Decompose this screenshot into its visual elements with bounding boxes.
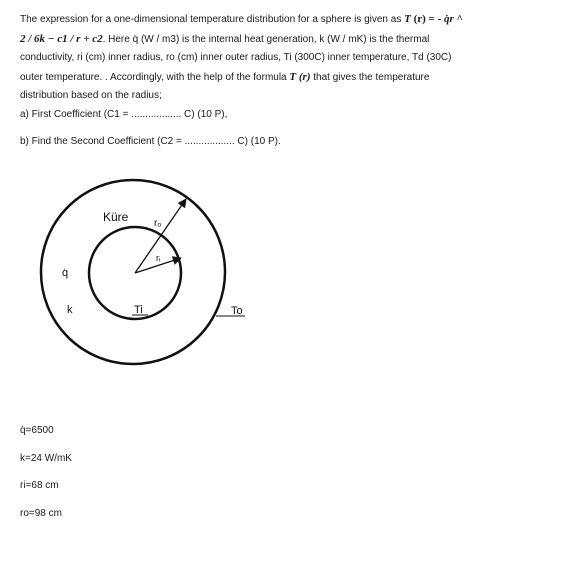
formula-q: q̇r ^ — [443, 13, 463, 25]
ro-arrow — [135, 199, 186, 273]
line4-text: outer temperature. . Accordingly, with the help of the formula — [20, 71, 290, 83]
qdot-label: q̇ — [62, 267, 69, 279]
question-a: a) First Coefficient (C1 = .................. C) (10 P), — [20, 109, 228, 120]
given-ri: ri=68 cm — [20, 480, 59, 491]
ri-label: rᵢ — [156, 253, 161, 263]
formula-line2: 2 / 6k − c1 / r + c2 — [20, 32, 103, 45]
sphere-label: Küre — [103, 210, 129, 224]
to-label: To — [231, 305, 243, 317]
formula-tr: T (r) — [289, 70, 311, 83]
formula-t: T — [404, 13, 411, 25]
k-label: k — [67, 304, 73, 316]
formula-r: (r) — [410, 13, 426, 25]
outer-circle — [41, 180, 225, 364]
ti-label: Ti — [134, 304, 143, 316]
line4-suffix: that gives the temperature — [310, 71, 430, 83]
given-qdot: q̇=6500 — [20, 425, 54, 436]
given-ro: ro=98 cm — [20, 508, 62, 519]
line2-text: . Here q̇ (W / m3) is the internal heat generation, k (W / mK) is the thermal — [102, 33, 430, 45]
formula-eq: = - — [425, 13, 444, 25]
given-k: k=24 W/mK — [20, 453, 72, 464]
ro-label: rₒ — [154, 218, 162, 229]
problem-line-3: conductivity, ri (cm) inner radius, ro (cm) inner outer radius, Ti (300C) inner temperature, Td (30C) — [20, 52, 452, 63]
problem-line-5: distribution based on the radius; — [20, 90, 162, 101]
line1-text: The expression for a one-dimensional temperature distribution for a sphere is given as — [20, 14, 405, 25]
question-b: b) Find the Second Coefficient (C2 = .................. C) (10 P). — [20, 136, 281, 147]
